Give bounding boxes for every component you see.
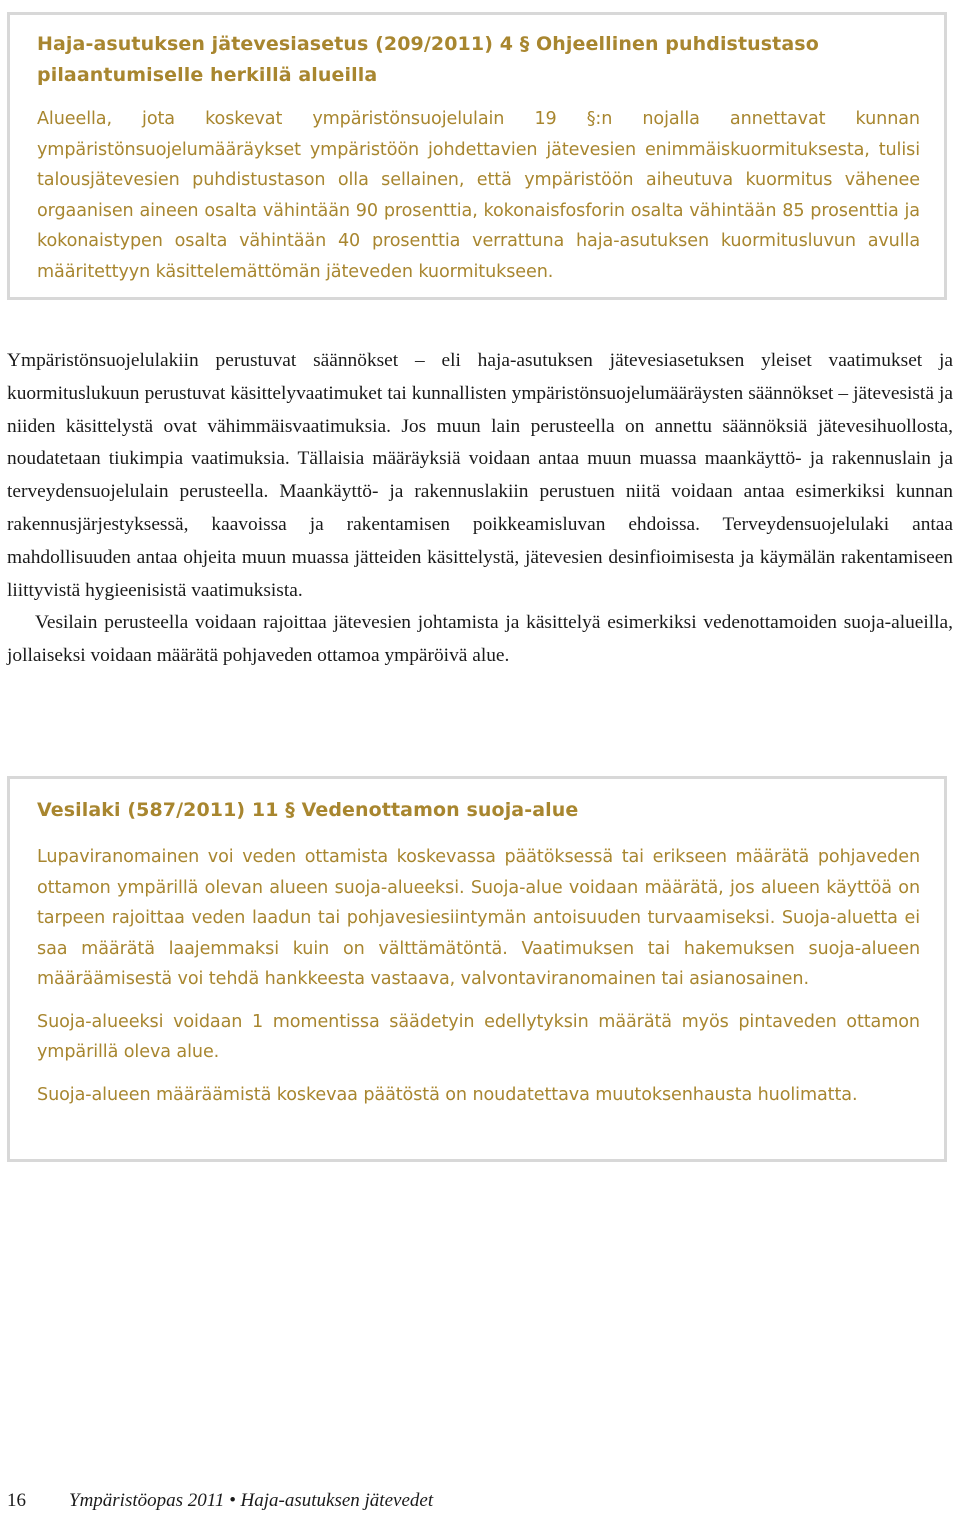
body-paragraph: Ympäristönsuojelulakiin perustuvat säännökset – eli haja-asutuksen jätevesiasetuksen yleiset vaatimukset ja kuormituslukuun perustuvat käsittelyvaatimuket tai kunnallisten ympäristönsuojelumääräysten säännökset – jätevesistä ja niiden käsittelystä ovat vähimmäisvaatimuksia. Jos muun lain perusteella on annettu säännöksiä jätevesihuollosta, noudatetaan tiukimpia vaatimuksia. Tällaisia määräyksiä voidaan antaa muun muassa maankäyttö- ja rakennuslain ja terveydensuojelulain perusteella. Maankäyttö- ja rakennuslakiin perustuen niitä voidaan antaa esimerkiksi kunnan rakennusjärjestyksessä, kaavoissa ja rakentamisen poikkeamisluvan ehdoissa. Terveydensuojelulaki antaa mahdollisuuden antaa ohjeita muun muassa jätteiden käsittelystä, jätevesien desinfioimisesta ja käymälän rakentamiseen liittyvistä hygieenisistä vaatimuksista. — [7, 350, 953, 601]
box-paragraph: Lupaviranomainen voi veden ottamista koskevassa päätöksessä tai erikseen määrätä pohjaveden ottamon ympärillä olevan alueen suoja-alueeksi. Suoja-alue voidaan määrätä, jos alueen käyttöä on tarpeen rajoittaa veden laadun tai pohjavesiesiintymän antoisuuden turvaamiseksi. Suoja-aluetta ei saa määrätä laajemmaksi kuin on välttämätöntä. Vaatimuksen tai hakemuksen suoja-alueen määräämisestä voi tehdä hankkeesta vastaava, valvontaviranomainen tai asianosainen. — [37, 847, 920, 989]
legal-excerpt-box-vesilaki — [7, 776, 947, 1162]
page-number: 16 — [7, 1490, 26, 1511]
legal-excerpt-box-jatevesiasetus — [7, 12, 947, 300]
box-paragraph: Suoja-alueen määräämistä koskevaa päätöstä on noudatettava muutoksenhausta huolimatta. — [37, 1084, 858, 1105]
running-title: Ympäristöopas 2011 • Haja-asutuksen jätevedet — [69, 1490, 434, 1511]
body-paragraph: Vesilain perusteella voidaan rajoittaa jätevesien johtamista ja käsittelyä esimerkiksi vedenottamoiden suoja-alueilla, jollaiseksi voidaan määrätä pohjaveden ottamoa ympäröivä alue. — [7, 612, 953, 667]
body-text — [7, 345, 953, 673]
box-title: Haja-asutuksen jätevesiasetus (209/2011) 4 § Ohjeellinen puhdistustaso pilaantumiselle herkillä alueilla — [37, 33, 819, 86]
box-paragraph: Alueella, jota koskevat ympäristönsuojelulain 19 §:n nojalla annettavat kunnan ympäristönsuojelumääräykset ympäristöön johdettavien jätevesien enimmäiskuormituksesta, tulisi talousjätevesien puhdistustason olla sellainen, että ympäristöön aiheutuva kuormitus vähenee orgaanisen aineen osalta vähintään 90 prosenttia, kokonaisfosforin osalta vähintään 85 prosenttia ja kokonaistypen osalta vähintään 40 prosenttia verrattuna haja-asutuksen kuormitusluvun avulla määritettyyn käsittelemättömän jäteveden kuormitukseen. — [37, 109, 920, 282]
box-paragraph: Suoja-alueeksi voidaan 1 momentissa säädetyin edellytyksin määrätä myös pintaveden ottamon ympärillä oleva alue. — [37, 1011, 920, 1062]
page-footer — [7, 1490, 433, 1512]
box-title: Vesilaki (587/2011) 11 § Vedenottamon suoja-alue — [37, 799, 579, 821]
